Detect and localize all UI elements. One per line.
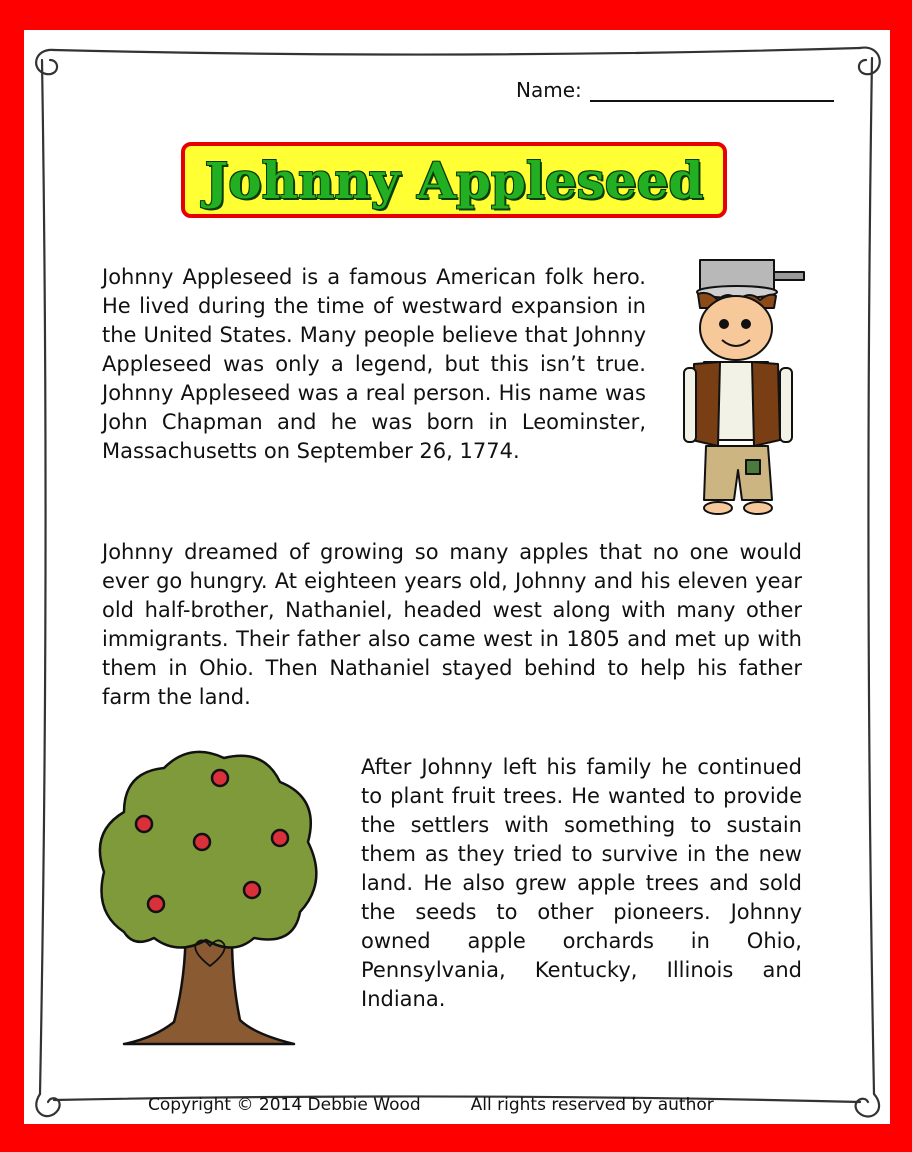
- paragraph-intro: Johnny Appleseed is a famous American folk hero. He lived during the time of westward expansion in the United States. Many people believe that Johnny Appleseed was only a legend, but this isn’t true. Johnny Appleseed was a real person. His name was John Chapman and he was born in Leominster, Massachusetts on September 26, 1774.: [102, 265, 646, 463]
- name-label: Name:: [516, 78, 582, 102]
- name-blank-line[interactable]: [590, 78, 834, 102]
- paragraph-orchards: After Johnny left his family he continued to plant fruit trees. He wanted to provide the settlers with something to sustain them as they tried to survive in the new land. He also grew apple trees and sold the seeds to other pioneers. Johnny owned apple orchards in Ohio, Pennsylvania, Kentucky, Illinois and Indiana.: [361, 755, 802, 1011]
- footer: [148, 1095, 788, 1115]
- boy-with-pot-hat-illustration: [678, 250, 808, 520]
- rights-text: All rights reserved by author: [470, 1095, 714, 1115]
- name-field-row: [516, 74, 836, 102]
- title-banner: [181, 142, 727, 218]
- worksheet-page: [24, 30, 890, 1124]
- copyright-text: Copyright © 2014 Debbie Wood: [148, 1095, 421, 1115]
- page-title: Johnny Appleseed: [204, 150, 704, 210]
- apple-tree-illustration: [94, 742, 324, 1052]
- paragraph-dream: Johnny dreamed of growing so many apples that no one would ever go hungry. At eighteen years old, Johnny and his eleven year old half-brother, Nathaniel, headed west along with many other immigrants. Their father also came west in 1805 and met up with them in Ohio. Then Nathaniel stayed behind to help his father farm the land.: [102, 540, 802, 709]
